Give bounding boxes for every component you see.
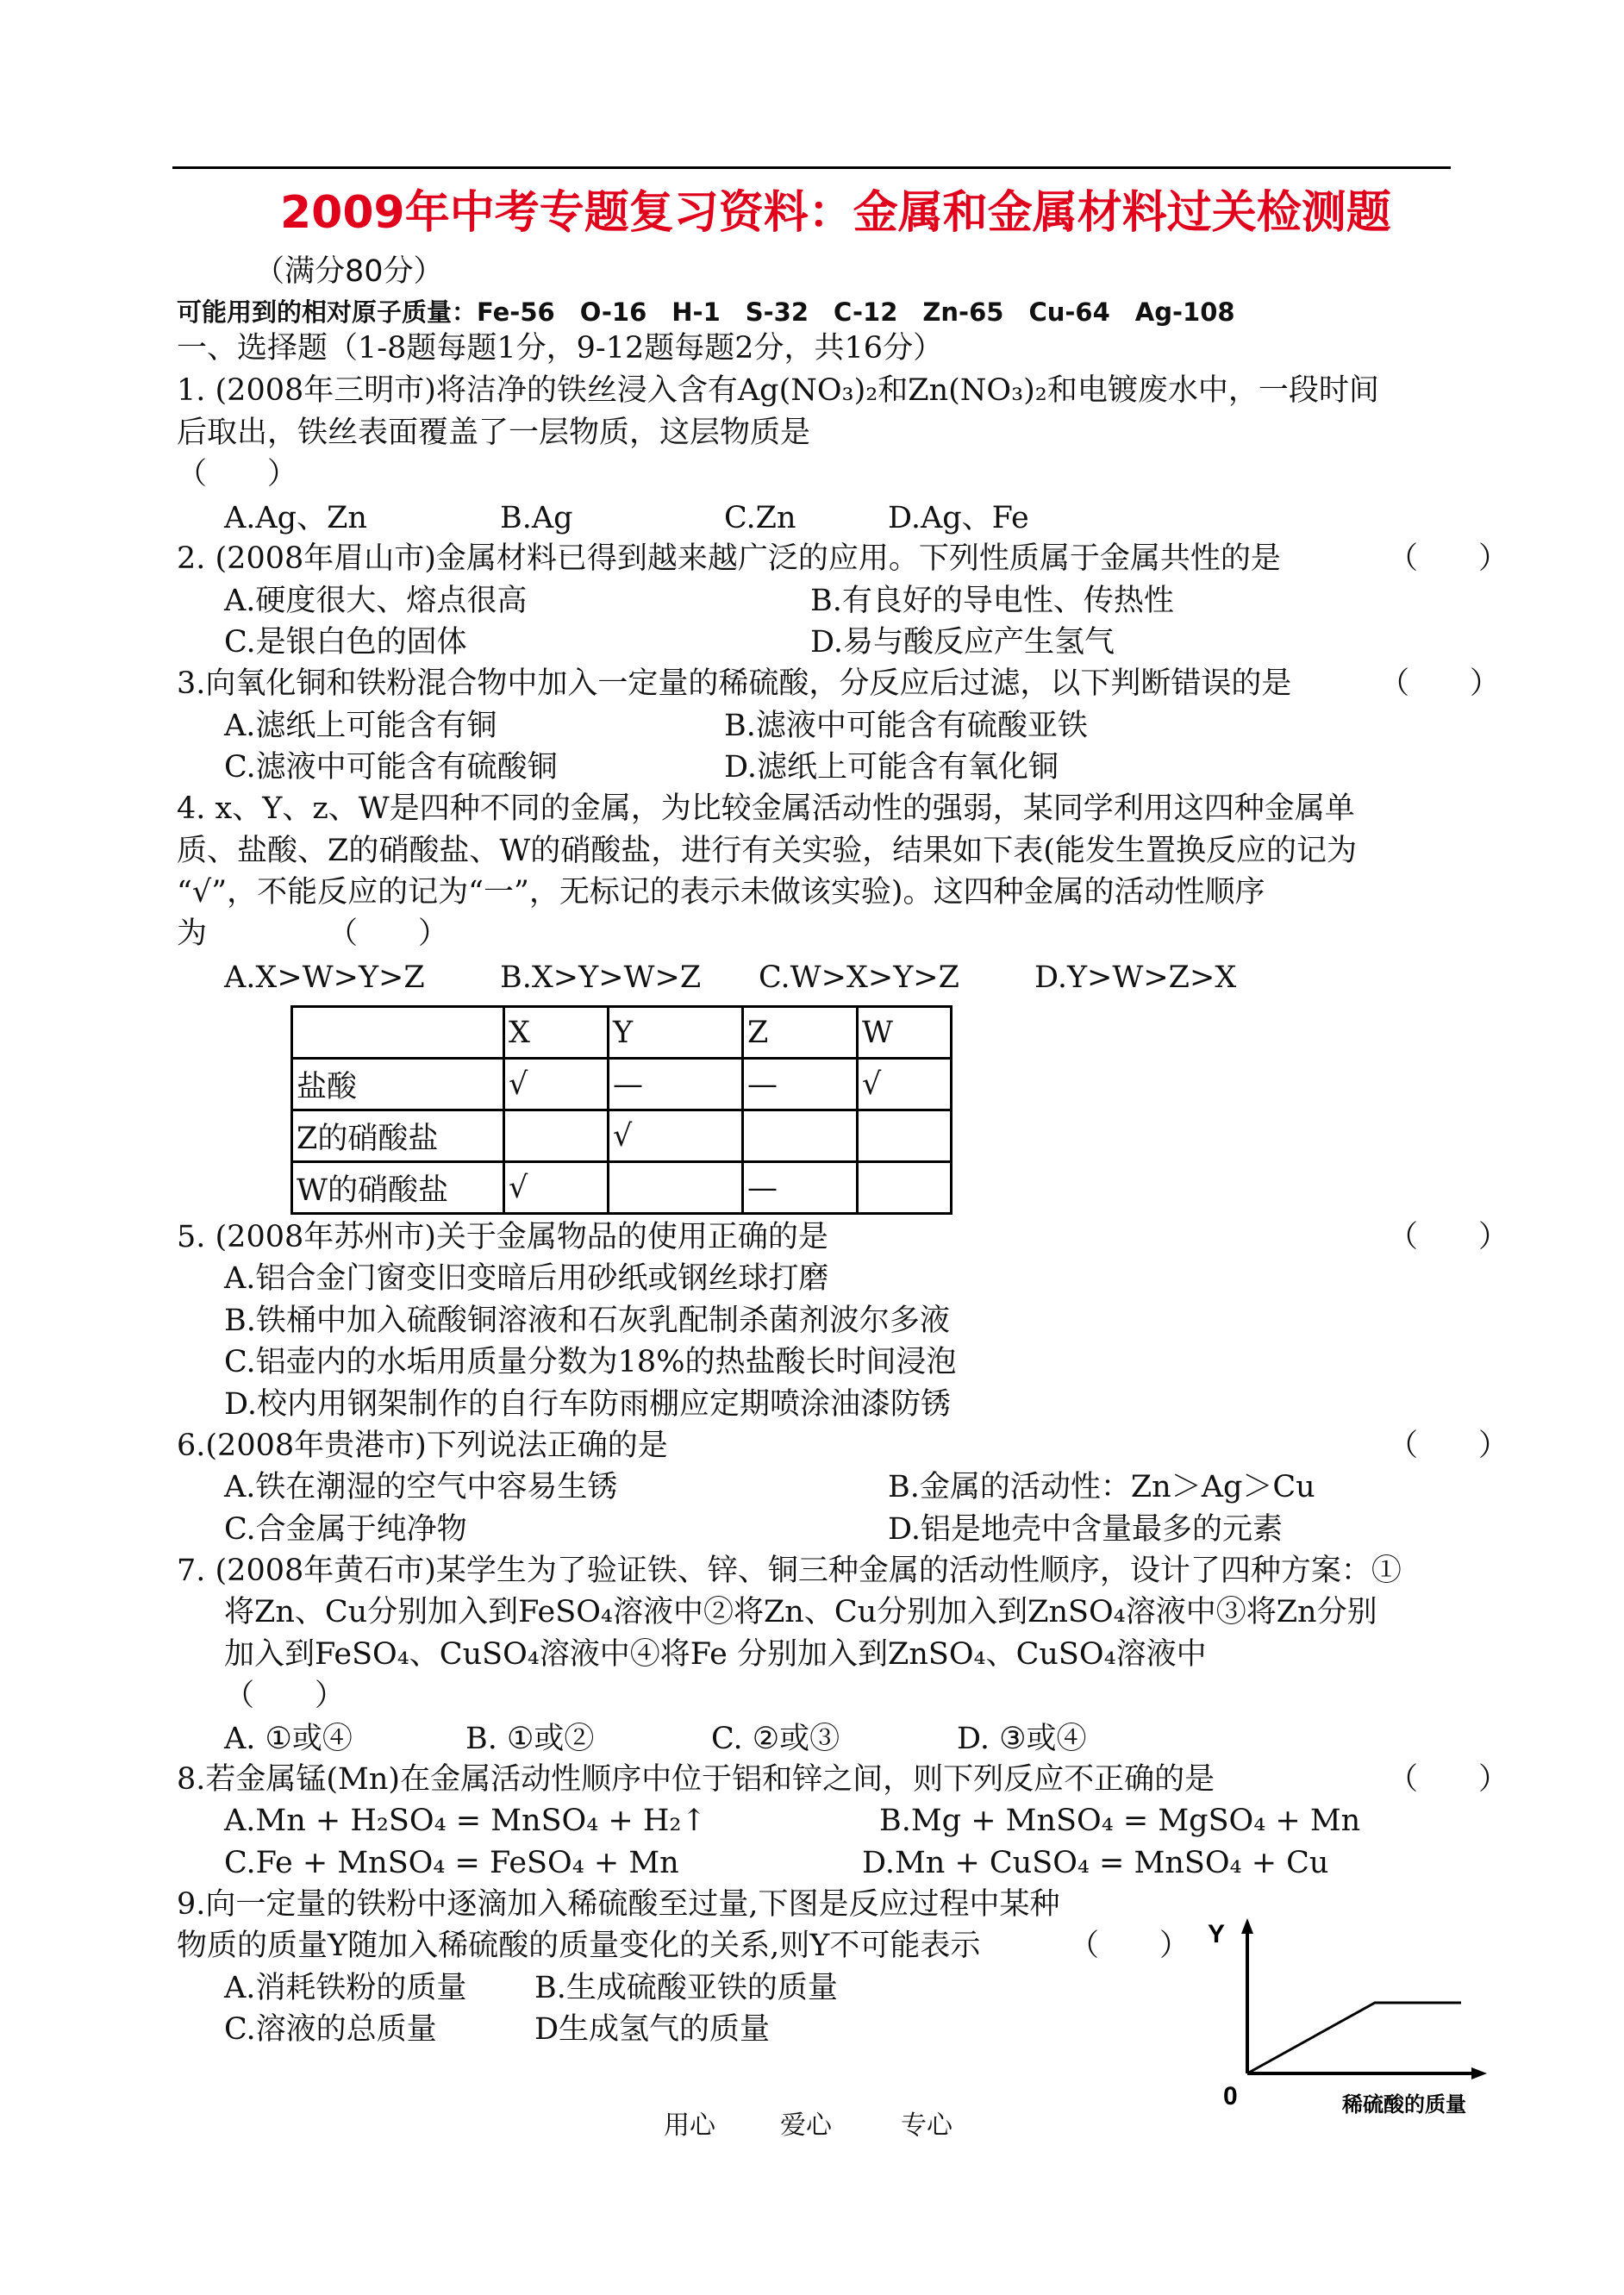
- footer-text-2: 爱心: [780, 2111, 832, 2141]
- atomic-masses: 可能用到的相对原子质量：Fe-56 O-16 H-1 S-32 C-12 Zn-65 Cu-64 Ag-108: [177, 297, 1235, 327]
- q3-option-c: C.滤液中可能含有硫酸铜: [224, 750, 558, 785]
- table-cell: [292, 1007, 504, 1059]
- q9-option-b: B.生成硫酸亚铁的质量: [534, 1971, 838, 2005]
- q7-option-c: C. ②或③: [711, 1722, 840, 1756]
- table-cell: [858, 1110, 952, 1162]
- q5-option-a: A.铝合金门窗变旧变暗后用砂纸或钢丝球打磨: [224, 1261, 829, 1296]
- table-cell: Z的硝酸盐: [292, 1110, 504, 1162]
- q3-option-a: A.滤纸上可能含有铜: [224, 709, 497, 743]
- table-cell: [858, 1162, 952, 1214]
- q6-option-a: A.铁在潮湿的空气中容易生锈: [224, 1470, 618, 1504]
- q2-stem: 2. (2008年眉山市)金属材料已得到越来越广泛的应用。下列性质属于金属共性的是: [177, 541, 1281, 576]
- q5-option-b: B.铁桶中加入硫酸铜溶液和石灰乳配制杀菌剂波尔多液: [224, 1304, 950, 1338]
- q6-stem: 6.(2008年贵港市)下列说法正确的是: [177, 1429, 668, 1463]
- table-cell: [504, 1110, 609, 1162]
- table-row: [292, 1110, 952, 1162]
- table-cell: √: [609, 1110, 743, 1162]
- q4-results-table: [290, 1005, 953, 1215]
- q1-option-a: A.Ag、Zn: [224, 501, 367, 535]
- q2-option-a: A.硬度很大、熔点很高: [224, 584, 528, 618]
- q2-option-d: D.易与酸反应产生氢气: [810, 625, 1115, 660]
- q4-line2: 质、盐酸、Z的硝酸盐、W的硝酸盐，进行有关实验，结果如下表(能发生置换反应的记为: [177, 834, 1357, 868]
- q7-line3: 加入到FeSO₄、CuSO₄溶液中④将Fe 分别加入到ZnSO₄、CuSO₄溶液中: [224, 1637, 1207, 1672]
- table-header-row: [292, 1007, 952, 1059]
- q2-option-b: B.有良好的导电性、传热性: [810, 584, 1174, 618]
- q7-option-a: A. ①或④: [224, 1722, 353, 1756]
- q1-bracket: （ ）: [177, 457, 298, 491]
- q3-bracket: （ ）: [1379, 666, 1501, 701]
- q1-line2: 后取出，铁丝表面覆盖了一层物质，这层物质是: [177, 416, 811, 450]
- table-row: [292, 1162, 952, 1214]
- q3-option-d: D.滤纸上可能含有氧化铜: [724, 750, 1059, 785]
- table-cell: W: [858, 1007, 952, 1059]
- q4-line4: 为: [177, 916, 208, 951]
- q6-option-c: C.合金属于纯净物: [224, 1512, 467, 1547]
- table-cell: —: [743, 1059, 858, 1110]
- q5-bracket: （ ）: [1388, 1220, 1509, 1254]
- table-row: [292, 1059, 952, 1110]
- q9-option-d: D生成氢气的质量: [534, 2012, 771, 2047]
- q8-stem: 8.若金属锰(Mn)在金属活动性顺序中位于铝和锌之间，则下列反应不正确的是: [177, 1762, 1215, 1797]
- q6-bracket: （ ）: [1388, 1429, 1509, 1463]
- table-cell: —: [609, 1059, 743, 1110]
- q5-option-d: D.校内用钢架制作的自行车防雨棚应定期喷涂油漆防锈: [224, 1387, 951, 1422]
- footer-text-3: 专心: [901, 2111, 953, 2141]
- q4-line3: “√”，不能反应的记为“一”，无标记的表示未做该实验)。这四种金属的活动性顺序: [177, 875, 1265, 910]
- footer-text-1: 用心: [664, 2111, 715, 2141]
- q4-line1: 4. x、Y、z、W是四种不同的金属，为比较金属活动性的强弱，某同学利用这四种金属单: [177, 791, 1355, 826]
- q3-option-b: B.滤液中可能含有硫酸亚铁: [724, 709, 1088, 743]
- graph-x-label: 稀硫酸的质量: [1342, 2092, 1466, 2117]
- graph-curve: [1247, 2003, 1461, 2073]
- page-title: 2009年中考专题复习资料：金属和金属材料过关检测题: [280, 187, 1391, 239]
- q7-option-b: B. ①或②: [465, 1722, 595, 1756]
- table-cell: √: [504, 1059, 609, 1110]
- table-cell: [743, 1110, 858, 1162]
- q4-option-a: A.X>W>Y>Z: [224, 960, 425, 995]
- table-cell: Y: [609, 1007, 743, 1059]
- q4-option-c: C.W>X>Y>Z: [759, 960, 959, 995]
- q1-line1: 1. (2008年三明市)将洁净的铁丝浸入含有Ag(NO₃)₂和Zn(NO₃)₂和电镀废水中，一段时间: [177, 373, 1379, 408]
- graph-y-label: Y: [1208, 1920, 1226, 1948]
- q7-option-d: D. ③或④: [957, 1722, 1087, 1756]
- table-cell: √: [858, 1059, 952, 1110]
- table-cell: [609, 1162, 743, 1214]
- q2-bracket: （ ）: [1388, 541, 1509, 576]
- table-cell: W的硝酸盐: [292, 1162, 504, 1214]
- table-cell: X: [504, 1007, 609, 1059]
- q6-option-d: D.铝是地壳中含量最多的元素: [888, 1512, 1283, 1547]
- q8-option-c: C.Fe + MnSO₄ = FeSO₄ + Mn: [224, 1846, 679, 1880]
- section-heading: 一、选择题（1-8题每题1分，9-12题每题2分，共16分）: [177, 331, 944, 366]
- table-cell: —: [743, 1162, 858, 1214]
- q4-option-b: B.X>Y>W>Z: [500, 960, 702, 995]
- q5-option-c: C.铝壶内的水垢用质量分数为18%的热盐酸长时间浸泡: [224, 1345, 957, 1379]
- q2-option-c: C.是银白色的固体: [224, 625, 467, 660]
- table-cell: Z: [743, 1007, 858, 1059]
- x-axis-arrow: [1471, 2067, 1487, 2079]
- q9-mass-graph: [1202, 1910, 1504, 2117]
- q9-line2: 物质的质量Y随加入稀硫酸的质量变化的关系,则Y不可能表示: [177, 1929, 981, 1963]
- q3-stem: 3.向氧化铜和铁粉混合物中加入一定量的稀硫酸，分反应后过滤，以下判断错误的是: [177, 666, 1292, 701]
- q7-bracket: （ ）: [224, 1679, 346, 1713]
- table-cell: √: [504, 1162, 609, 1214]
- top-rule: [172, 166, 1451, 169]
- q8-option-d: D.Mn + CuSO₄ = MnSO₄ + Cu: [862, 1846, 1329, 1880]
- q9-option-a: A.消耗铁粉的质量: [224, 1971, 467, 2005]
- q5-stem: 5. (2008年苏州市)关于金属物品的使用正确的是: [177, 1220, 828, 1254]
- q1-option-d: D.Ag、Fe: [888, 501, 1029, 535]
- graph-origin-label: 0: [1223, 2082, 1238, 2111]
- full-score: （满分80分）: [254, 254, 444, 289]
- q9-line1: 9.向一定量的铁粉中逐滴加入稀硫酸至过量,下图是反应过程中某种: [177, 1887, 1060, 1922]
- q9-bracket: （ ）: [1069, 1929, 1190, 1963]
- table-cell: 盐酸: [292, 1059, 504, 1110]
- q6-option-b: B.金属的活动性：Zn＞Ag＞Cu: [888, 1470, 1315, 1504]
- q4-option-d: D.Y>W>Z>X: [1034, 960, 1237, 995]
- y-axis-arrow: [1241, 1918, 1253, 1934]
- q9-option-c: C.溶液的总质量: [224, 2012, 437, 2047]
- q1-option-b: B.Ag: [500, 501, 573, 535]
- q8-option-a: A.Mn + H₂SO₄ = MnSO₄ + H₂↑: [224, 1804, 707, 1838]
- q8-option-b: B.Mg + MnSO₄ = MgSO₄ + Mn: [879, 1804, 1361, 1838]
- q4-bracket: （ ）: [328, 916, 449, 951]
- q7-line2: 将Zn、Cu分别加入到FeSO₄溶液中②将Zn、Cu分别加入到ZnSO₄溶液中③将Zn分别: [224, 1595, 1377, 1629]
- q7-line1: 7. (2008年黄石市)某学生为了验证铁、锌、铜三种金属的活动性顺序，设计了四种方案：①: [177, 1554, 1402, 1588]
- q8-bracket: （ ）: [1388, 1762, 1509, 1797]
- q1-option-c: C.Zn: [724, 501, 796, 535]
